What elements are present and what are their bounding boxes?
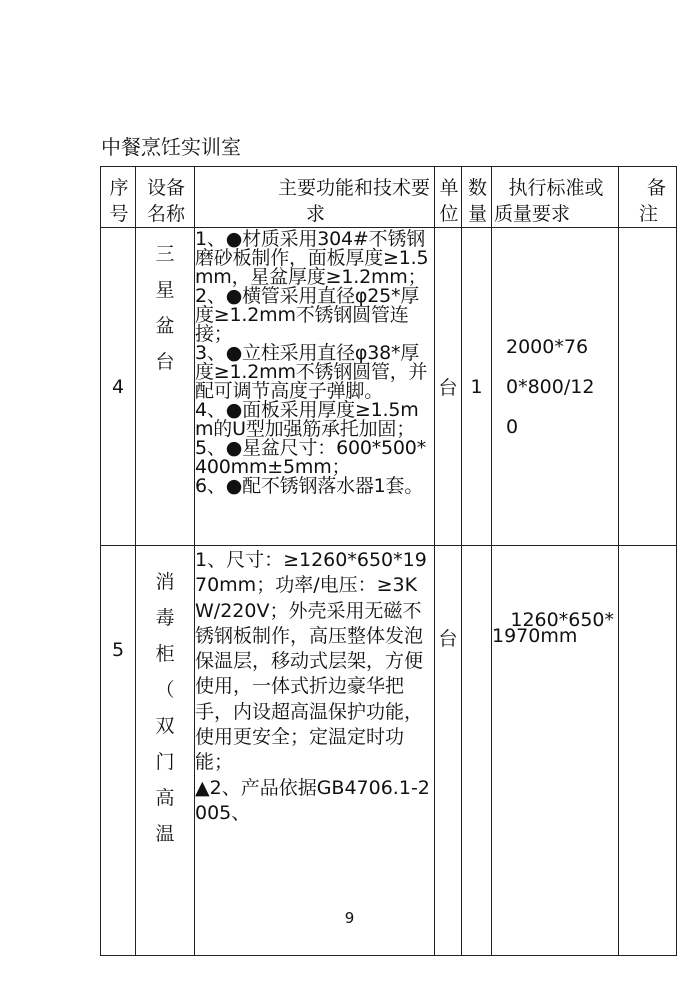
row-function-spec: 1、尺寸：≥1260*650*1970mm；功率/电压：≥3KW/220V；外壳采用无磁不锈钢板制作，高压整体发泡保温层，移动式层架，方便使用，一体式折边豪华把手，内设超高温保护功能，使用更安全；定温定时功能； ▲2、产品依据GB4706.1-2005、 [195, 546, 435, 956]
header-quantity: 数 量 [462, 167, 492, 228]
row-function-spec: 1、●材质采用304#不锈钢磨砂板制作，面板厚度≥1.5mm，星盆厚度≥1.2mm； 2、●横管采用直径φ25*厚度≥1.2mm不锈钢圆管连接； 3、●立柱采用直径φ38*厚度≥1.2mm不锈钢圆管，并配可调节高度子弹脚。 4、●面板采用厚度≥1.5mm的U型加强筋承托加固； 5、●星盆尺寸：600*500*400mm±5mm； 6、●配不锈钢落水器1套。 [195, 228, 435, 546]
row-equipment-name: 三 星 盆 台 [136, 228, 195, 546]
header-note: 备 注 [619, 167, 677, 228]
header-name: 设备 名称 [136, 167, 195, 228]
table-header-row [101, 167, 677, 228]
header-unit: 单 位 [435, 167, 462, 228]
row-quantity: 1 [462, 228, 492, 546]
row-unit: 台 [435, 546, 462, 956]
row-seq: 5 [101, 546, 136, 956]
row-equipment-name: 消 毒 柜 （ 双 门 高 温 [136, 546, 195, 956]
row-quantity [462, 546, 492, 956]
row-standard: 2000*76 0*800/12 0 [492, 228, 619, 546]
row-note [619, 546, 677, 956]
header-function: 主要功能和技术要 求 [195, 167, 435, 228]
row-seq: 4 [101, 228, 136, 546]
equipment-spec-table [100, 166, 677, 956]
table-row [101, 228, 677, 546]
page-title: 中餐烹饪实训室 [101, 135, 241, 159]
page-number: 9 [344, 909, 355, 927]
header-standard: 执行标准或 质量要求 [492, 167, 619, 228]
table-row [101, 546, 677, 956]
row-standard: 1260*650* 1970mm [492, 546, 619, 956]
header-seq: 序 号 [101, 167, 136, 228]
row-note [619, 228, 677, 546]
row-unit: 台 [435, 228, 462, 546]
